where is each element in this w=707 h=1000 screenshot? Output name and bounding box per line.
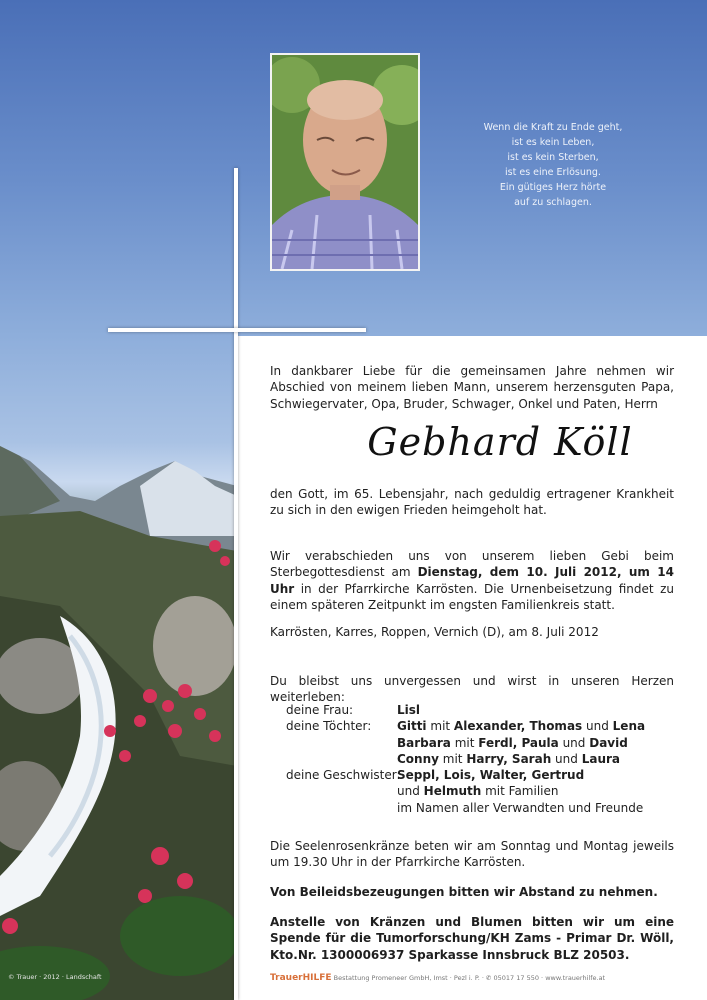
mountain-landscape-image (0, 336, 237, 1000)
service-text: Wir verabschieden uns von unserem lieben Gebi beim Sterbegottesdienst am Dienstag, dem 10. Juli 2012, um 14 Uhr in der Pfarrkirche Karrösten. Die Urnenbeisetzung findet zu einem späteren Zeitpunkt im engsten Familienkreis statt. (270, 549, 674, 613)
footer (270, 973, 605, 983)
poem-line: Ein gütiges Herz hörte (499, 182, 607, 193)
service-date: Dienstag, dem 10. Juli 2012, um 14 Uhr (270, 565, 674, 596)
poem-block (478, 120, 628, 210)
remember-text: Du bleibst uns unvergessen und wirst in unseren Herzen weiterleben: (270, 674, 674, 705)
portrait-photo (270, 53, 420, 271)
cross-horizontal-bar (108, 328, 366, 332)
donation-text: Anstelle von Kränzen und Blumen bitten wir um eine Spende für die Tumorforschung/KH Zams - Primar Dr. Wöll, Kto.Nr. 1300006937 Sparkasse Innsbruck BLZ 20503. (270, 915, 674, 962)
poem-line: ist es kein Leben, (511, 137, 595, 148)
footer-details: Bestattung Promeneer GmbH, Imst · Pezl i. P. · ✆ 05017 17 550 · www.trauerhilfe.at (333, 974, 606, 982)
rosary-text: Die Seelenrosenkränze beten wir am Sonntag und Montag jeweils um 19.30 Uhr in der Pfarrkirche Karrösten. (270, 839, 674, 870)
portrait-illustration (272, 55, 418, 269)
photo-copyright: © Trauer · 2012 · Landschaft (8, 973, 102, 981)
brand-logo: TrauerHILFE (270, 973, 332, 983)
place-date: Karrösten, Karres, Roppen, Vernich (D), am 8. Juli 2012 (270, 625, 599, 639)
landscape-illustration (0, 336, 237, 1000)
poem-line: Wenn die Kraft zu Ende geht, (483, 122, 623, 133)
poem-line: ist es eine Erlösung. (505, 167, 601, 178)
condolence-text: Von Beileidsbezeugungen bitten wir Abstand zu nehmen. (270, 885, 658, 899)
cross-vertical-bar (234, 168, 238, 1000)
passing-text: den Gott, im 65. Lebensjahr, nach geduldig ertragener Krankheit zu sich in den ewigen Frieden heimgeholt hat. (270, 487, 674, 518)
intro-text: In dankbarer Liebe für die gemeinsamen Jahre nehmen wir Abschied von meinem lieben Mann, unserem herzensguten Papa, Schwiegervater, Opa, Bruder, Schwager, Onkel und Paten, Herrn (270, 364, 674, 411)
deceased-name: Gebhard Köll (367, 420, 633, 464)
poem-line: auf zu schlagen. (514, 197, 592, 208)
poem-line: ist es kein Sterben, (507, 152, 599, 163)
